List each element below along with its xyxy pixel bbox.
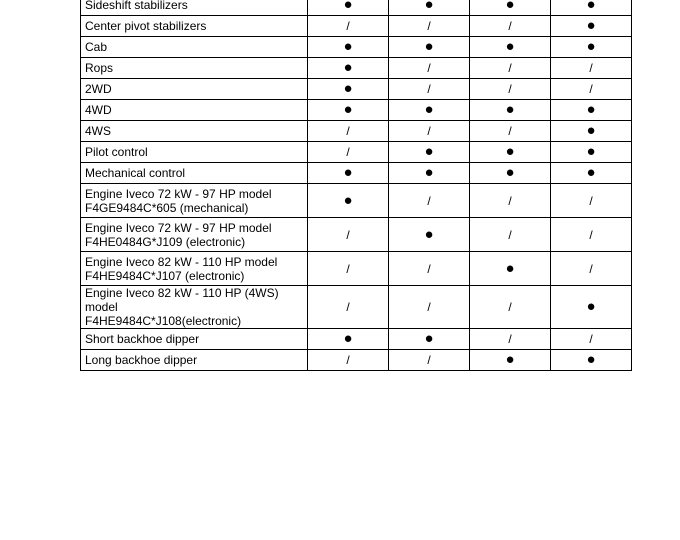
feature-label: Sideshift stabilizers <box>81 0 308 16</box>
availability-cell <box>308 142 389 163</box>
availability-cell <box>551 218 632 252</box>
table-row <box>81 0 632 16</box>
not-available-mark: / <box>508 124 512 138</box>
not-available-mark: / <box>589 82 593 96</box>
feature-label: Pilot control <box>81 142 308 163</box>
not-available-mark: / <box>508 82 512 96</box>
availability-cell <box>470 100 551 121</box>
available-dot-icon: ● <box>343 38 353 55</box>
not-available-mark: / <box>427 261 431 276</box>
availability-cell <box>308 218 389 252</box>
availability-cell <box>389 184 470 218</box>
availability-cell <box>389 37 470 58</box>
availability-cell <box>551 350 632 371</box>
availability-cell <box>551 163 632 184</box>
feature-label: Rops <box>81 58 308 79</box>
available-dot-icon: ● <box>343 59 353 76</box>
availability-cell <box>389 286 470 329</box>
not-available-mark: / <box>346 227 350 242</box>
not-available-mark: / <box>508 332 512 346</box>
available-dot-icon: ● <box>505 351 515 368</box>
feature-label: Engine Iveco 72 kW - 97 HP model F4GE9484C*605 (mechanical) <box>81 184 308 218</box>
available-dot-icon: ● <box>424 164 434 181</box>
availability-cell <box>470 350 551 371</box>
availability-cell <box>470 37 551 58</box>
availability-cell <box>551 286 632 329</box>
availability-cell <box>470 142 551 163</box>
availability-cell <box>470 58 551 79</box>
availability-cell <box>308 252 389 286</box>
feature-label: Short backhoe dipper <box>81 329 308 350</box>
availability-cell <box>551 142 632 163</box>
equipment-table <box>80 0 632 371</box>
not-available-mark: / <box>427 61 431 75</box>
table-row <box>81 37 632 58</box>
available-dot-icon: ● <box>505 259 515 277</box>
table-row <box>81 16 632 37</box>
availability-cell <box>470 0 551 16</box>
available-dot-icon: ● <box>424 101 434 118</box>
feature-label: Engine Iveco 82 kW - 110 HP model F4HE9484C*J107 (electronic) <box>81 252 308 286</box>
availability-cell <box>389 121 470 142</box>
available-dot-icon: ● <box>343 330 353 347</box>
available-dot-icon: ● <box>343 80 353 97</box>
availability-cell <box>308 329 389 350</box>
availability-cell <box>308 184 389 218</box>
availability-cell <box>308 16 389 37</box>
availability-cell <box>551 329 632 350</box>
table-row <box>81 286 632 329</box>
available-dot-icon: ● <box>424 330 434 347</box>
availability-cell <box>551 252 632 286</box>
availability-cell <box>308 79 389 100</box>
availability-cell <box>389 79 470 100</box>
feature-label: Engine Iveco 72 kW - 97 HP model F4HE0484G*J109 (electronic) <box>81 218 308 252</box>
table-row <box>81 163 632 184</box>
availability-cell <box>551 100 632 121</box>
availability-cell <box>551 37 632 58</box>
feature-label: 4WD <box>81 100 308 121</box>
available-dot-icon: ● <box>505 38 515 55</box>
available-dot-icon: ● <box>343 164 353 181</box>
availability-cell <box>389 100 470 121</box>
available-dot-icon: ● <box>424 225 434 243</box>
not-available-mark: / <box>589 332 593 346</box>
feature-label: Cab <box>81 37 308 58</box>
availability-cell <box>389 163 470 184</box>
availability-cell <box>470 286 551 329</box>
availability-cell <box>551 58 632 79</box>
available-dot-icon: ● <box>424 0 434 13</box>
availability-cell <box>389 142 470 163</box>
not-available-mark: / <box>589 227 593 242</box>
available-dot-icon: ● <box>586 17 596 34</box>
availability-cell <box>308 0 389 16</box>
availability-cell <box>308 121 389 142</box>
availability-cell <box>551 79 632 100</box>
not-available-mark: / <box>589 61 593 75</box>
feature-label: Long backhoe dipper <box>81 350 308 371</box>
availability-cell <box>551 121 632 142</box>
availability-cell <box>551 184 632 218</box>
available-dot-icon: ● <box>505 164 515 181</box>
available-dot-icon: ● <box>505 101 515 118</box>
availability-cell <box>551 16 632 37</box>
feature-label: Engine Iveco 82 kW - 110 HP (4WS) model F4HE9484C*J108(electronic) <box>81 286 308 329</box>
not-available-mark: / <box>508 300 512 314</box>
availability-cell <box>389 252 470 286</box>
table-body <box>81 0 632 371</box>
feature-label: 2WD <box>81 79 308 100</box>
available-dot-icon: ● <box>586 298 596 315</box>
not-available-mark: / <box>427 124 431 138</box>
not-available-mark: / <box>346 145 350 159</box>
table-row <box>81 79 632 100</box>
availability-cell <box>308 37 389 58</box>
available-dot-icon: ● <box>586 143 596 160</box>
available-dot-icon: ● <box>586 38 596 55</box>
availability-cell <box>308 163 389 184</box>
table-row <box>81 184 632 218</box>
available-dot-icon: ● <box>505 0 515 13</box>
availability-cell <box>308 58 389 79</box>
not-available-mark: / <box>427 82 431 96</box>
table-row <box>81 58 632 79</box>
available-dot-icon: ● <box>586 164 596 181</box>
table-row <box>81 142 632 163</box>
not-available-mark: / <box>346 19 350 33</box>
table-row <box>81 100 632 121</box>
available-dot-icon: ● <box>343 101 353 118</box>
available-dot-icon: ● <box>586 0 596 13</box>
availability-cell <box>308 286 389 329</box>
not-available-mark: / <box>346 261 350 276</box>
feature-label: Center pivot stabilizers <box>81 16 308 37</box>
availability-cell <box>308 350 389 371</box>
table-row <box>81 350 632 371</box>
availability-cell <box>470 79 551 100</box>
not-available-mark: / <box>508 227 512 242</box>
not-available-mark: / <box>508 19 512 33</box>
not-available-mark: / <box>427 19 431 33</box>
not-available-mark: / <box>346 124 350 138</box>
not-available-mark: / <box>427 193 431 208</box>
availability-cell <box>389 329 470 350</box>
availability-cell <box>470 121 551 142</box>
available-dot-icon: ● <box>424 143 434 160</box>
table-row <box>81 329 632 350</box>
available-dot-icon: ● <box>343 191 353 209</box>
not-available-mark: / <box>589 261 593 276</box>
availability-cell <box>470 252 551 286</box>
feature-label: Mechanical control <box>81 163 308 184</box>
availability-cell <box>389 16 470 37</box>
availability-cell <box>470 329 551 350</box>
table-row <box>81 121 632 142</box>
available-dot-icon: ● <box>586 101 596 118</box>
availability-cell <box>389 0 470 16</box>
not-available-mark: / <box>427 300 431 314</box>
availability-cell <box>308 100 389 121</box>
availability-cell <box>551 0 632 16</box>
available-dot-icon: ● <box>424 38 434 55</box>
table-row <box>81 252 632 286</box>
availability-cell <box>470 163 551 184</box>
not-available-mark: / <box>589 193 593 208</box>
availability-cell <box>389 58 470 79</box>
available-dot-icon: ● <box>343 0 353 13</box>
availability-cell <box>389 218 470 252</box>
available-dot-icon: ● <box>505 143 515 160</box>
availability-cell <box>470 218 551 252</box>
feature-label: 4WS <box>81 121 308 142</box>
not-available-mark: / <box>508 61 512 75</box>
availability-cell <box>470 16 551 37</box>
table-row <box>81 218 632 252</box>
not-available-mark: / <box>346 353 350 367</box>
availability-cell <box>389 350 470 371</box>
available-dot-icon: ● <box>586 122 596 139</box>
not-available-mark: / <box>427 353 431 367</box>
availability-cell <box>470 184 551 218</box>
not-available-mark: / <box>508 193 512 208</box>
available-dot-icon: ● <box>586 351 596 368</box>
not-available-mark: / <box>346 300 350 314</box>
